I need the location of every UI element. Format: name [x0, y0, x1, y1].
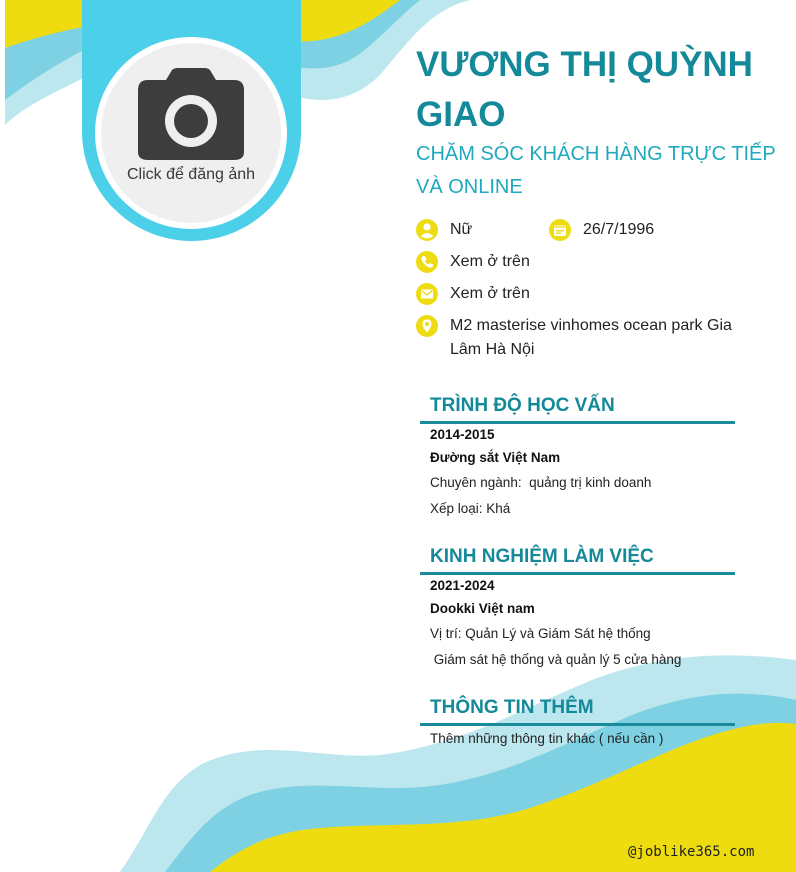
additional-title: THÔNG TIN THÊM [430, 697, 594, 718]
experience-position: Vị trí: Quản Lý và Giám Sát hệ thống [430, 626, 651, 641]
person-icon [416, 219, 438, 241]
email-value: Xem ở trên [450, 285, 530, 302]
education-period: 2014-2015 [430, 427, 495, 442]
phone-icon [416, 251, 438, 273]
watermark: @joblike365.com [628, 844, 755, 860]
education-divider [420, 421, 735, 424]
education-school: Đường sắt Việt Nam [430, 450, 561, 465]
experience-description: Giám sát hệ thống và quản lý 5 cửa hàng [430, 652, 682, 667]
job-title: CHĂM SÓC KHÁCH HÀNG TRỰC TIẾP VÀ ONLINE [416, 143, 776, 198]
additional-text: Thêm những thông tin khác ( nếu cần ) [430, 731, 664, 746]
additional-divider [420, 723, 735, 726]
experience-period: 2021-2024 [430, 578, 495, 593]
location-icon [416, 315, 438, 337]
education-title: TRÌNH ĐỘ HỌC VẤN [430, 395, 615, 416]
calendar-icon [549, 219, 571, 241]
camera-icon [136, 68, 246, 162]
email-icon [416, 283, 438, 305]
education-major: Chuyên ngành: quảng trị kinh doanh [430, 475, 652, 490]
education-grade: Xếp loại: Khá [430, 501, 511, 516]
birthdate-value: 26/7/1996 [583, 221, 655, 238]
gender-value: Nữ [450, 221, 473, 238]
experience-divider [420, 572, 735, 575]
candidate-name: VƯƠNG THỊ QUỲNH GIAO [416, 45, 753, 134]
phone-value: Xem ở trên [450, 253, 530, 270]
experience-title: KINH NGHIỆM LÀM VIỆC [430, 546, 654, 567]
experience-company: Dookki Việt nam [430, 601, 535, 616]
address-value: M2 masterise vinhomes ocean park Gia Lâm Hà Nội [450, 317, 732, 358]
photo-caption[interactable]: Click để đăng ảnh [126, 166, 256, 183]
